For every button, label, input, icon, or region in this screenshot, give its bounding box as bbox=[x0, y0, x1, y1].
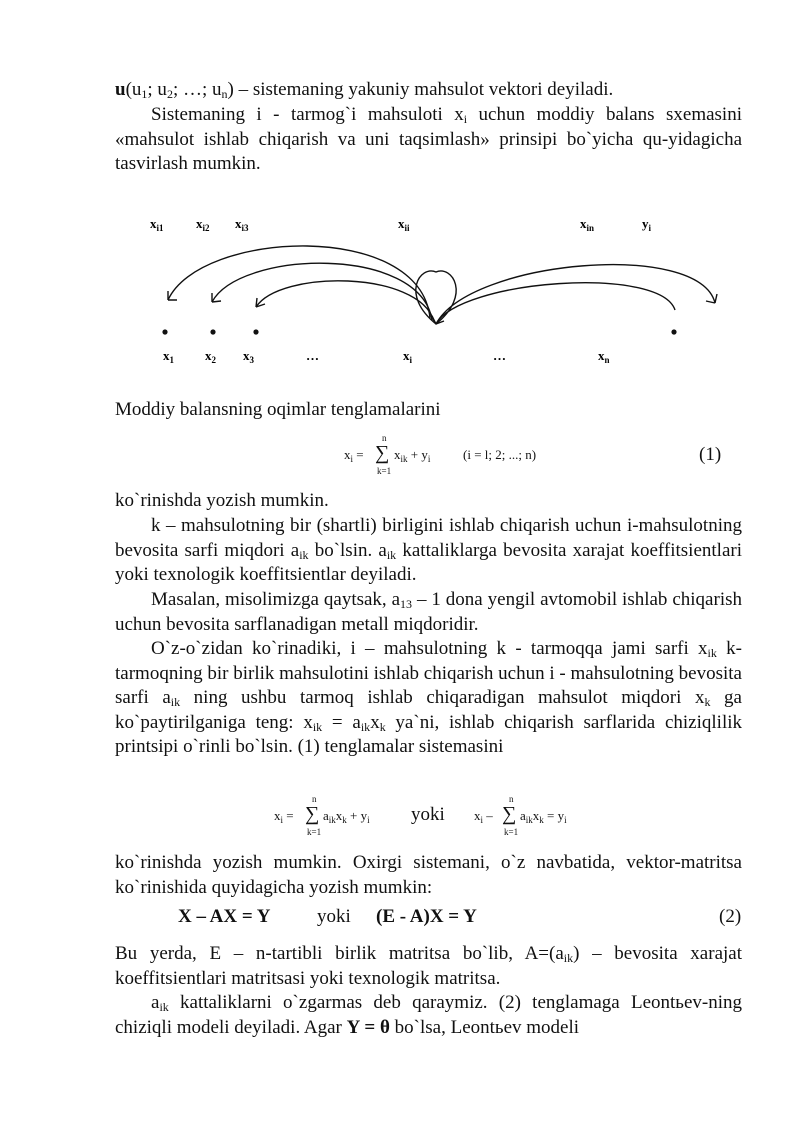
bottom-labels bbox=[163, 348, 610, 365]
label-dots-2: … bbox=[493, 348, 506, 363]
paragraph-linearity: O`z-o`zidan ko`rinadiki, i – mahsulotning k - tarmoqqa jami sarfi $x_{ik}$ k-tarmoqning bir birlik mahsulotini ishlab chiqarish uchun i - mahsulotning bevosita sarfi $a_{ik}$ ning ushbu tarmoq ishlab chiqaradigan mahsulot miqdori $x_k$ ga ko`paytirilganiga teng: $x_{ik} = a_{ik}x_k$ ya`ni, ishlab chiqarish sarflarida chiziqlilik printsipi o`rinli bo`lsin. (1) tenglamalar sistemasini bbox=[115, 638, 743, 757]
paragraph-matrix-definition: Bu yerda, E – n-tartibli birlik matritsa bo`lib, $A=(a_{ik})$ – bevosita xarajat koeffitsientlari matritsasi yoki texnologik matritsa. bbox=[115, 943, 742, 989]
yoki-word: yoki bbox=[411, 804, 445, 825]
label-x1: $x_1$ bbox=[163, 348, 174, 365]
equation-number-2: (2) bbox=[719, 906, 742, 927]
arc-to-x1 bbox=[168, 246, 430, 318]
label-xii: $x_{ii}$ bbox=[398, 216, 410, 233]
top-labels bbox=[150, 216, 652, 233]
paragraph-leontief-model: $a_{ik}$ kattaliklarni o`zgarmas deb qaraymiz. (2) tenglamaga Leontьev-ning chiziqli modeli deyiladi. Agar Y = θ bo`lsa, Leontьev modeli bbox=[115, 992, 742, 1038]
paragraph-final-product-vector: $u(u_1$; $u_2$; …; $u_n$) – sistemaning yakuniy mahsulot vektori deyiladi. bbox=[115, 79, 614, 101]
arc-to-xn bbox=[436, 283, 675, 324]
arc-to-yi bbox=[436, 265, 715, 324]
label-xin: $x_{in}$ bbox=[580, 216, 595, 233]
paragraph-balance-scheme: Sistemaning i - tarmog`i mahsuloti $x_i$ uchun moddiy balans sxemasini «mahsulot ishlab chiqarish va uni taqsimlash» prinsipi bo`yicha qu-yidagicha tasvirlash mumkin. bbox=[115, 104, 742, 174]
equation-number-1: (1) bbox=[699, 444, 722, 465]
dot-x3 bbox=[253, 329, 258, 334]
dot-xn bbox=[671, 329, 676, 334]
sigma-symbol: ∑ bbox=[375, 442, 390, 464]
paragraph-example: Masalan, misolimizga qaytsak, $a_{13} - 1$ dona yengil avtomobil ishlab chiqarish uchun bevosita sarflanadigan metall miqdoridir. bbox=[115, 589, 742, 635]
paragraph-coefficients: k – mahsulotning bir (shartli) birligini ishlab chiqarish uchun i-mahsulotning bevosita sarfi miqdori $a_{ik}$ bo`lsin. $a_{ik}$ kattaliklarga bevosita xarajat koeffitsientlari yoki texnologik koeffitsientlar deyiladi. bbox=[115, 515, 742, 585]
arc-to-x2 bbox=[212, 263, 432, 320]
label-x3: $x_3$ bbox=[243, 348, 254, 365]
document-page: $u(u_1$; $u_2$; …; $u_n$) – sistemaning yakuniy mahsulot vektori deyiladi. Sistemaning i - tarmog`i mahsuloti $x_i$ uchun moddiy balans sxemasini «mahsulot ishlab chiqarish va uni taqsimlash» prinsipi bo`yicha qu-yidagicha tasvirlash mumkin. $x_{i1}$ $x_{i2}$ $x_{i3}$ $x_{ii}$ $x_{in}$ $y_i$ $x_1$ $x_2$ $x_3$ … $x_i$ … $x_n$ Moddiy balansning oqimlar tenglamalarini $x_i$ = n ∑ k=1 $x_{ik} + y_i$ (i = l; 2; ...; n) (1) ko`rinishda yozish mumkin. k – mahsulotning bir (shartli) birligini ishlab chiqarish uchun i-mahsulotning bevosita sarfi miqdori $a_{ik}$ bo`lsin. $a_{ik}$ kattaliklarga bevosita xarajat koeffitsientlari yoki texnologik koeffitsientlar deyiladi. Masalan, misolimizga qaytsak, $a_{13} - 1$ dona yengil avtomobil ishlab chiqarish uchun bevosita sarflanadigan metall miqdoridir. O`z-o`zidan ko`rinadiki, i – mahsulotning k - tarmoqqa jami sarfi $x_{ik}$ k-tarmoqning bir birlik mahsulotini ishlab chiqarish uchun i - mahsulotning bevosita sarfi $a_{ik}$ ning ushbu tarmoq ishlab chiqaradigan mahsulot miqdori $x_k$ ga ko`paytirilganiga teng: $x_{ik} = a_{ik}x_k$ ya`ni, ishlab chiqarish sarflarida chiziqlilik printsipi o`rinli bo`lsin. (1) tenglamalar sistemasini $x_i$ = n ∑ k=1 $a_{ik}x_k + y_i$ yoki $x_i$ – n ∑ k=1 $a_{ik}x_k = y_i$ ko`rinishda yozish mumkin. Oxirgi sistemani, o`z navbatida, vektor-matritsa ko`rinishida quyidagicha yozish mumkin: X – AX = Y yoki (E - A)X = Y (2) Bu yerda, E – n-tartibli birlik matritsa bo`lib, $A=(a_{ik})$ – bevosita xarajat koeffitsientlari matritsasi yoki texnologik matritsa. $a_{ik}$ kattaliklarni o`zgarmas deb qaraymiz. (2) tenglamaga Leontьev-ning chiziqli modeli deyiladi. Agar Y = θ bo`lsa, Leontьev modeli bbox=[0, 0, 800, 1131]
dot-x2 bbox=[210, 329, 215, 334]
vector-u: u bbox=[115, 79, 126, 100]
label-xn: $x_n$ bbox=[598, 348, 610, 365]
label-dots-1: … bbox=[306, 348, 319, 363]
material-balance-diagram bbox=[0, 200, 800, 380]
arc-to-x3 bbox=[256, 281, 434, 321]
label-xi3: $x_{i3}$ bbox=[235, 216, 249, 233]
node-dots bbox=[162, 329, 676, 334]
label-x2: $x_2$ bbox=[205, 348, 216, 365]
label-xi2: $x_{i2}$ bbox=[196, 216, 210, 233]
paragraph-flow-equations: Moddiy balansning oqimlar tenglamalarini bbox=[115, 399, 441, 420]
flow-arcs bbox=[168, 246, 715, 324]
paragraph-vector-matrix: ko`rinishda yozish mumkin. Oxirgi sistemani, o`z navbatida, vektor-matritsa ko`rinishida quyidagicha yozish mumkin: bbox=[115, 852, 742, 898]
label-xi: $x_i$ bbox=[403, 348, 413, 365]
dot-x1 bbox=[162, 329, 167, 334]
label-yi: $y_i$ bbox=[642, 216, 652, 233]
label-xi1: $x_{i1}$ bbox=[150, 216, 164, 233]
